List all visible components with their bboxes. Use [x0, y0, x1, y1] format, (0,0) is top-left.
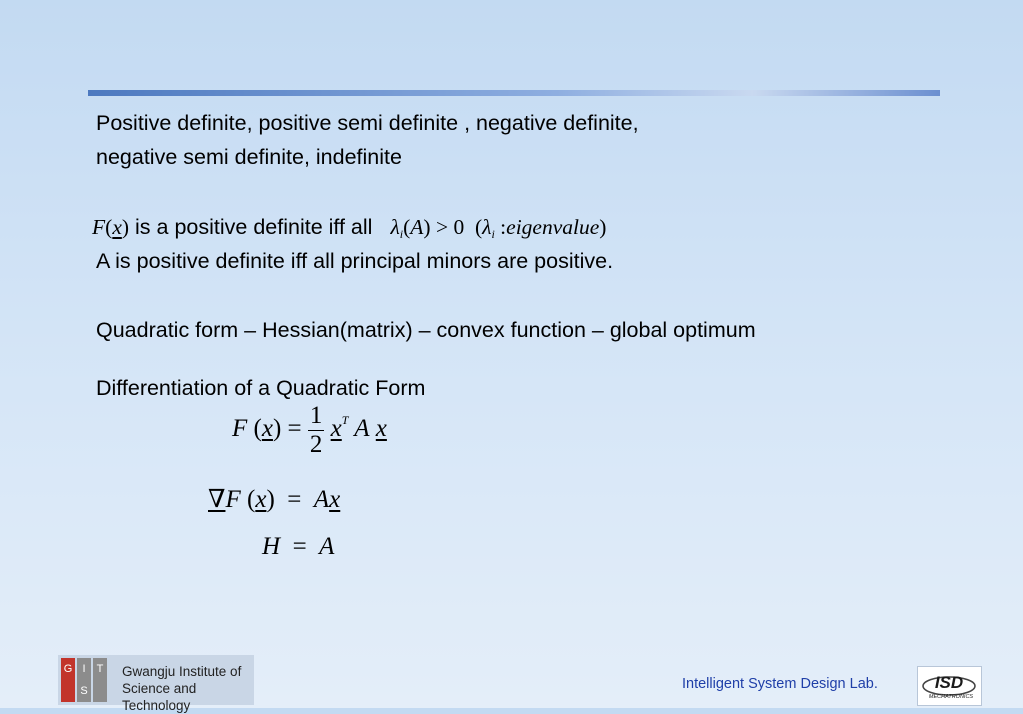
definiteness-line-2: negative semi definite, indefinite [96, 145, 402, 169]
gist-letter-g: G [61, 658, 75, 702]
gist-logo [58, 655, 254, 713]
hessian-equation: H = A [262, 533, 335, 560]
nabla-symbol: ∇ [208, 486, 226, 513]
isd-mechatronics-logo [917, 666, 982, 706]
svg-text:MECHATRONICS: MECHATRONICS [928, 694, 974, 700]
title-rule [88, 90, 940, 96]
positive-definite-statement: F(x) is a positive definite iff all $\lambda_i(A) > 0$ ($\lambda_i$ :eigenvalue) [92, 215, 607, 241]
definiteness-line-1: Positive definite, positive semi definite , negative definite, [96, 111, 639, 135]
quadratic-form-equation: F (x) = $\frac{1}{2}$ $x^T$ A x [232, 402, 387, 458]
greater-than-zero: > 0 [435, 215, 465, 239]
differentiation-heading: Differentiation of a Quadratic Form [96, 376, 426, 400]
concept-chain: Quadratic form – Hessian(matrix) – convex function – global optimum [96, 318, 756, 342]
lambda-symbol: λ [390, 215, 400, 239]
gist-letter-s: S [77, 680, 91, 702]
principal-minors-statement: A is positive definite iff all principal minors are positive. [96, 249, 614, 273]
eigenvalue-label: eigenvalue [506, 215, 600, 239]
pd-text: is a positive definite iff all [135, 215, 373, 239]
eq-F: F [92, 215, 106, 239]
eq-x: x [112, 215, 122, 239]
svg-text:ISD: ISD [934, 673, 964, 692]
gradient-equation: ∇F (x) = Ax [208, 486, 341, 513]
gist-letter-i: I [77, 658, 91, 702]
gist-logo-text: Gwangju Institute of Science and Technology [122, 664, 242, 713]
gist-letter-t: T [93, 658, 107, 702]
one-half-fraction: $\frac{1}{2}$ [309, 402, 323, 458]
lab-name: Intelligent System Design Lab. [682, 676, 878, 692]
